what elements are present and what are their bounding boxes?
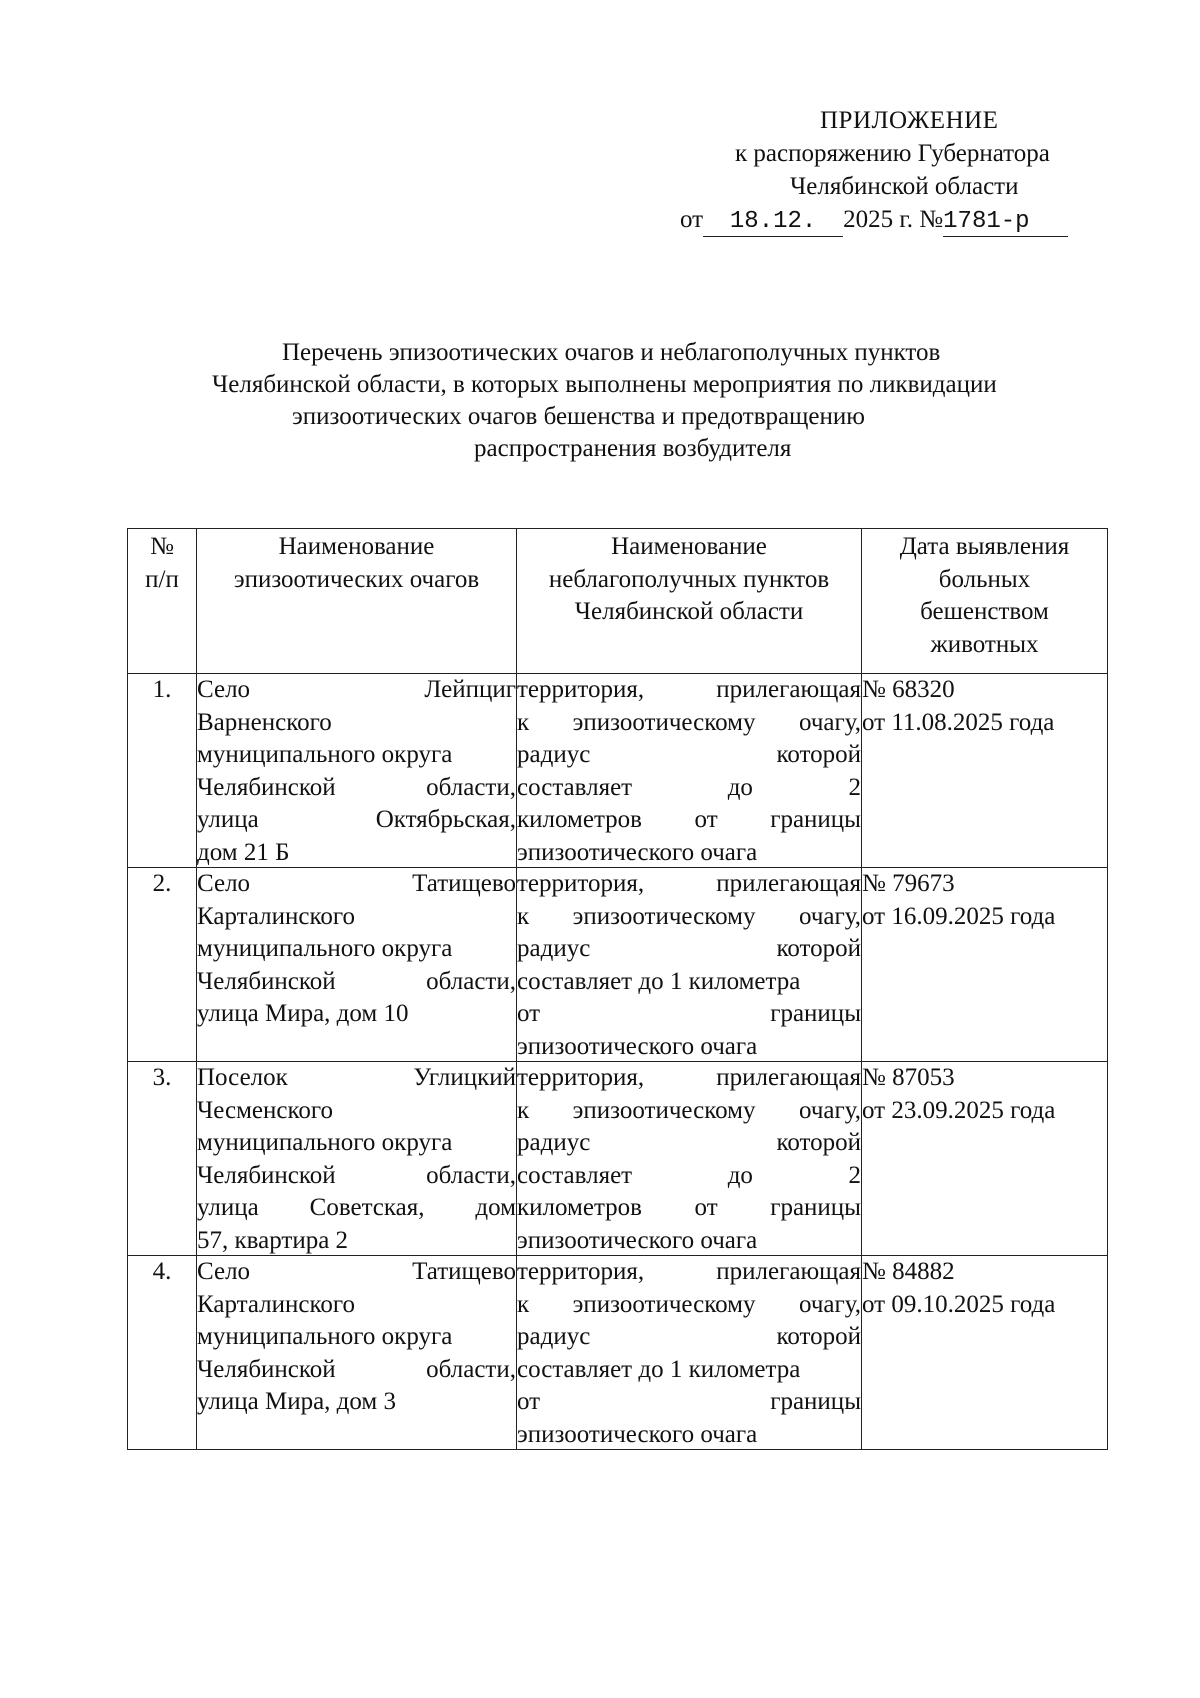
text-line [197, 1225, 516, 1256]
word: Челябинской [197, 773, 336, 801]
word: территория, [517, 1064, 645, 1091]
text-line [197, 772, 516, 805]
appendix-line-1: к распоряжению Губернатора [735, 140, 1050, 167]
order-date: 18.12. [703, 208, 843, 237]
header-line: № [150, 533, 174, 560]
header-foci-name [197, 529, 517, 674]
word: эпизоотического очага [517, 1420, 758, 1448]
text-line [517, 1225, 861, 1256]
text-line [517, 933, 861, 966]
text-line [197, 1321, 516, 1354]
text-line [517, 1419, 861, 1450]
text-line [197, 804, 516, 837]
foci-name-cell-body [197, 1062, 516, 1255]
text-line [517, 1256, 861, 1289]
word: километров [517, 806, 642, 833]
text-line [197, 966, 516, 999]
word: области, [426, 1355, 516, 1383]
text-line [517, 966, 861, 999]
area-name-cell [517, 1256, 862, 1450]
word: улица Мира, дом 3 [197, 1388, 396, 1415]
word: радиус [517, 1323, 591, 1350]
word: от [517, 1388, 541, 1415]
registration-number: № 79673 [862, 870, 955, 897]
word: границы [770, 1194, 861, 1221]
text-line [197, 1354, 516, 1387]
registration-number: № 84882 [862, 1258, 955, 1285]
foci-name-cell [197, 868, 517, 1062]
header-line: Наименование [278, 533, 435, 560]
word: эпизоотическому [572, 1096, 756, 1124]
table-header-row [128, 529, 1108, 674]
table-row [128, 1256, 1108, 1450]
word: Советская, [309, 1194, 425, 1221]
word: муниципального округа [197, 741, 453, 768]
foci-name-cell-body [197, 1256, 516, 1449]
word: улица Мира, дом 10 [197, 1000, 409, 1027]
title-line-2: Челябинской области, в которых выполнены мероприятия по ликвидации [212, 371, 997, 398]
detection-date-cell [862, 1062, 1108, 1256]
word: Село [197, 1258, 251, 1285]
word: эпизоотического очага [517, 1226, 758, 1254]
word: прилегающая [716, 870, 861, 897]
header-detection-date [862, 529, 1108, 674]
word: эпизоотическому [572, 902, 756, 930]
word: территория, [517, 676, 645, 703]
word: территория, [517, 870, 645, 897]
title-line-1: Перечень эпизоотических очагов и неблагополучных пунктов [282, 339, 941, 366]
text-line [517, 1095, 861, 1128]
word: которой [776, 935, 861, 962]
text-line [517, 1321, 861, 1354]
text-line [517, 707, 861, 740]
word: от [694, 1194, 718, 1221]
word: дом 21 Б [197, 838, 290, 866]
word: Татищево [412, 1258, 516, 1285]
text-line [517, 1160, 861, 1193]
word: улица [197, 806, 259, 833]
text-line [517, 772, 861, 805]
word: Углицкий [413, 1064, 516, 1091]
table-body [128, 674, 1108, 1450]
word: эпизоотического очага [517, 1032, 758, 1060]
text-line [197, 1062, 516, 1095]
word: области, [426, 967, 516, 995]
foci-table [127, 528, 1108, 1450]
word: Карталинского [197, 1290, 355, 1318]
word: Село [197, 870, 251, 897]
text-line [197, 674, 516, 707]
word: эпизоотического очага [517, 838, 758, 866]
header-line: эпизоотических очагов [233, 565, 480, 593]
word: до [727, 1161, 753, 1189]
appendix-title: ПРИЛОЖЕНИЕ [820, 107, 999, 134]
text-line [197, 868, 516, 901]
word: очагу, [798, 1096, 861, 1124]
word: территория, [517, 1258, 645, 1285]
text-line [517, 868, 861, 901]
word: которой [776, 1323, 861, 1350]
word: составляет до 1 километра [517, 967, 801, 995]
table-row [128, 674, 1108, 868]
word: эпизоотическому [572, 708, 756, 736]
word: очагу, [798, 708, 861, 736]
word: Челябинской [197, 1161, 336, 1189]
text-line [517, 998, 861, 1031]
header-line: неблагополучных пунктов [548, 565, 830, 593]
area-name-cell [517, 868, 862, 1062]
word: муниципального округа [197, 1323, 453, 1350]
header-number [128, 529, 197, 674]
word: эпизоотическому [572, 1290, 756, 1318]
row-number: 1. [128, 674, 197, 868]
word: Лейпциг [424, 676, 516, 703]
word: составляет до 1 километра [517, 1355, 801, 1383]
text-line [197, 837, 516, 868]
foci-name-cell-body [197, 868, 516, 1061]
word: Карталинского [197, 902, 355, 930]
document-title [130, 337, 1130, 465]
row-number: 3. [128, 1062, 197, 1256]
header-line: п/п [145, 565, 179, 593]
word: области, [426, 1161, 516, 1189]
order-year: 2025 г. № [843, 206, 944, 233]
header-line: Дата выявления [899, 533, 1070, 560]
title-line-3: эпизоотических очагов бешенства и предотвращению [292, 403, 865, 430]
word: которой [776, 1129, 861, 1156]
word: границы [770, 806, 861, 833]
word: дом [475, 1194, 516, 1221]
word: к [517, 708, 530, 736]
word: муниципального округа [197, 935, 453, 962]
area-name-cell-body [517, 868, 861, 1061]
detection-date-cell [862, 674, 1108, 868]
row-number: 4. [128, 1256, 197, 1450]
word: 2 [848, 1161, 861, 1189]
text-line [197, 933, 516, 966]
area-name-cell-body [517, 674, 861, 867]
area-name-cell-body [517, 1256, 861, 1449]
word: муниципального округа [197, 1129, 453, 1156]
word: улица [197, 1194, 259, 1221]
word: Чесменского [197, 1096, 333, 1124]
word: которой [776, 741, 861, 768]
text-line [517, 1127, 861, 1160]
word: границы [770, 1388, 861, 1415]
text-line [517, 1289, 861, 1322]
text-line [197, 739, 516, 772]
word: километров [517, 1194, 642, 1221]
header-line: бешенством [920, 598, 1049, 625]
text-line [197, 998, 516, 1031]
word: составляет [517, 1161, 633, 1189]
text-line [197, 1192, 516, 1225]
word: к [517, 1290, 530, 1318]
text-line [517, 1062, 861, 1095]
word: прилегающая [716, 1064, 861, 1091]
appendix-header [680, 104, 1120, 237]
word: прилегающая [716, 1258, 861, 1285]
word: составляет [517, 773, 633, 801]
area-name-cell [517, 674, 862, 868]
word: от [517, 1000, 541, 1027]
word: от [694, 806, 718, 833]
registration-number: № 68320 [862, 676, 955, 703]
word: Село [197, 676, 251, 703]
word: радиус [517, 1129, 591, 1156]
word: радиус [517, 935, 591, 962]
text-line [197, 707, 516, 740]
text-line [197, 1256, 516, 1289]
text-line [197, 1289, 516, 1322]
foci-name-cell [197, 1256, 517, 1450]
table-row [128, 1062, 1108, 1256]
area-name-cell-body [517, 1062, 861, 1255]
table-row [128, 868, 1108, 1062]
detection-date: от 11.08.2025 года [862, 708, 1055, 736]
word: к [517, 1096, 530, 1124]
text-line [517, 901, 861, 934]
text-line [197, 1386, 516, 1419]
word: к [517, 902, 530, 930]
header-line: Челябинской области [574, 598, 804, 625]
word: Октябрьская, [375, 806, 516, 833]
word: области, [426, 773, 516, 801]
header-area-name [517, 529, 862, 674]
text-line [197, 901, 516, 934]
text-line [197, 1127, 516, 1160]
text-line [517, 1386, 861, 1419]
foci-name-cell [197, 1062, 517, 1256]
appendix-date-line [680, 203, 1120, 237]
foci-name-cell-body [197, 674, 516, 867]
text-line [517, 674, 861, 707]
word: очагу, [798, 902, 861, 930]
detection-date: от 16.09.2025 года [862, 902, 1056, 930]
detection-date-cell [862, 1256, 1108, 1450]
text-line [517, 1354, 861, 1387]
word: границы [770, 1000, 861, 1027]
detection-date: от 23.09.2025 года [862, 1096, 1056, 1124]
word: 57, квартира 2 [197, 1226, 349, 1254]
word: Поселок [197, 1064, 288, 1091]
word: 2 [848, 773, 861, 801]
appendix-line-2: Челябинской области [790, 173, 1019, 200]
foci-name-cell [197, 674, 517, 868]
row-number: 2. [128, 868, 197, 1062]
word: очагу, [798, 1290, 861, 1318]
header-line: Наименование [611, 533, 767, 560]
word: Челябинской [197, 1355, 336, 1383]
area-name-cell [517, 1062, 862, 1256]
date-prefix: от [680, 206, 704, 233]
text-line [517, 837, 861, 868]
registration-number: № 87053 [862, 1064, 955, 1091]
detection-date-cell [862, 868, 1108, 1062]
word: Челябинской [197, 967, 336, 995]
order-number: 1781-р [943, 208, 1068, 237]
title-line-4: распространения возбудителя [474, 435, 792, 462]
text-line [197, 1095, 516, 1128]
text-line [517, 804, 861, 837]
header-line: больных [938, 565, 1031, 593]
word: радиус [517, 741, 591, 768]
word: Татищево [412, 870, 516, 897]
text-line [517, 1031, 861, 1062]
word: прилегающая [716, 676, 861, 703]
detection-date: от 09.10.2025 года [862, 1290, 1056, 1318]
text-line [517, 1192, 861, 1225]
word: до [727, 773, 753, 801]
text-line [517, 739, 861, 772]
header-line: животных [930, 630, 1039, 658]
text-line [197, 1160, 516, 1193]
word: Варненского [197, 708, 332, 736]
